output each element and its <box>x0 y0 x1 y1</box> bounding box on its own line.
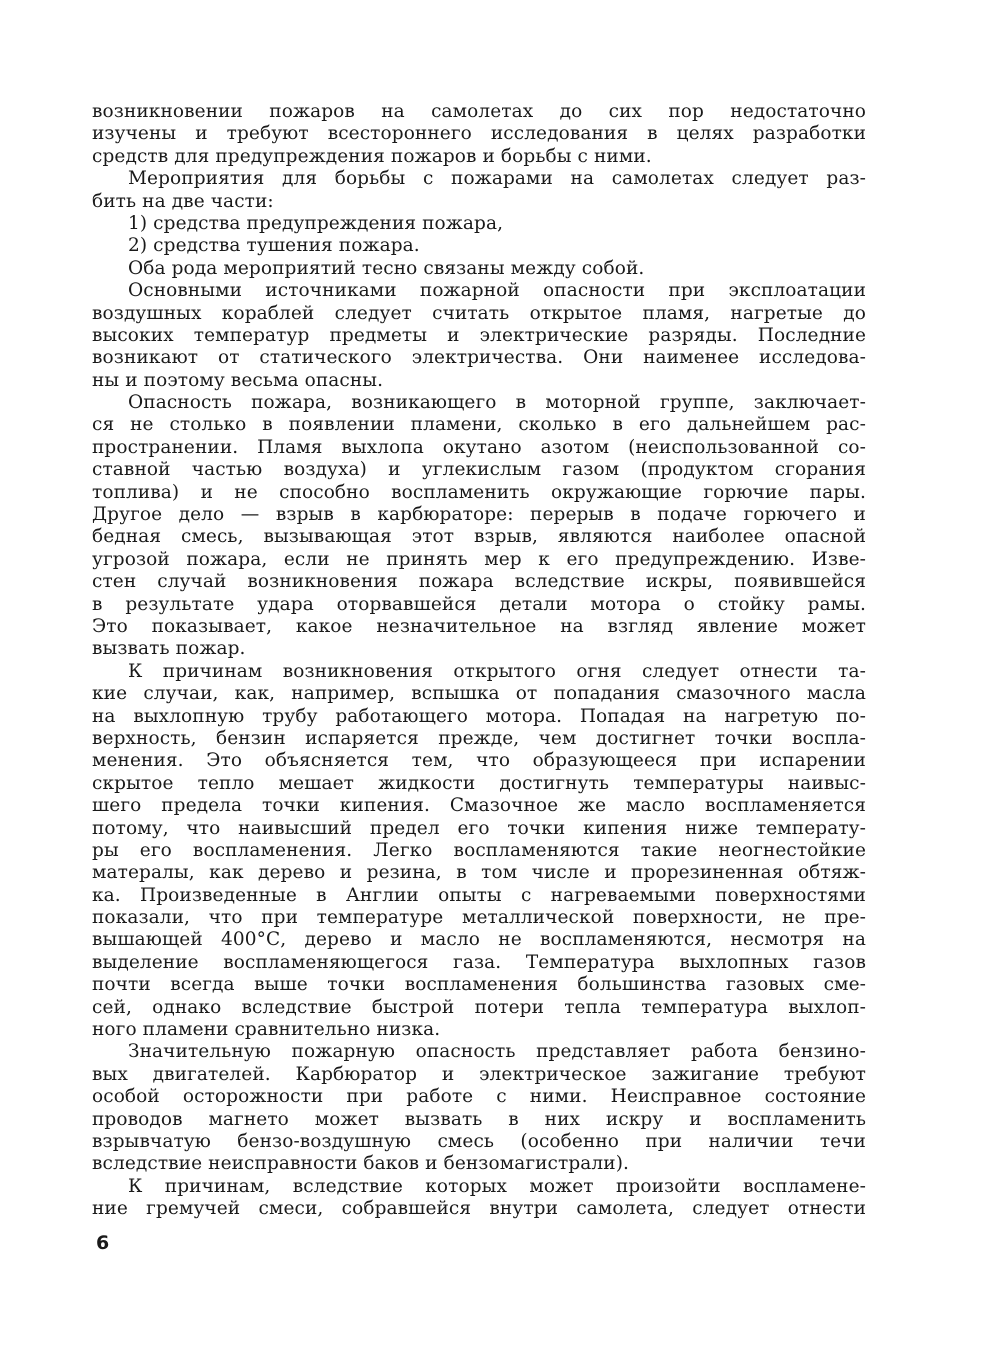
text-line: топлива) и не способно воспламенить окружающие горючие пары. <box>92 481 866 503</box>
text-line: почти всегда выше точки воспламенения большинства газовых сме- <box>92 974 866 996</box>
text-line: Оба рода мероприятий тесно связаны между собой. <box>128 257 645 279</box>
text-line: потому, что наивысший предел его точки кипения ниже температу- <box>92 817 866 839</box>
text-line: показали, что при температуре металлической поверхности, не пре- <box>92 907 866 929</box>
text-line: высоких температур предметы и электрические разряды. Последние <box>92 324 866 346</box>
text-line: вызвать пожар. <box>92 638 246 660</box>
text-line: выделение воспламеняющегося газа. Температура выхлопных газов <box>92 951 866 973</box>
text-line: матералы, как дерево и резина, в том числе и прорезиненная обтяж- <box>92 862 866 884</box>
text-line: менения. Это объясняется тем, что образующееся при испарении <box>92 750 866 772</box>
text-line: ры его воспламенения. Легко воспламеняются такие неогнестойкие <box>92 839 866 861</box>
text-line: К причинам возникновения открытого огня следует отнести та- <box>128 660 866 682</box>
text-line: ного пламени сравнительно низка. <box>92 1019 441 1041</box>
text-line: ка. Произведенные в Англии опыты с нагреваемыми поверхностями <box>92 884 866 906</box>
text-line: кие случаи, как, например, вспышка от попадания смазочного масла <box>92 683 866 705</box>
text-line: ставной частью воздуха) и углекислым газом (продуктом сгорания <box>92 459 866 481</box>
text-line: проводов магнето может вызвать в них искру и воспламенить <box>92 1108 866 1130</box>
text-line: верхность, бензин испаряется прежде, чем достигнет точки воспла- <box>92 727 866 749</box>
text-line: вследствие неисправности баков и бензомагистрали). <box>92 1153 630 1175</box>
text-line: бедная смесь, вызывающая этот взрыв, являются наиболее опасной <box>92 526 866 548</box>
text-line: взрывчатую бензо-воздушную смесь (особенно при наличии течи <box>92 1130 866 1152</box>
text-line: особой осторожности при работе с ними. Неисправное состояние <box>92 1086 866 1108</box>
text-line: стен случай возникновения пожара вследствие искры, появившейся <box>92 571 866 593</box>
text-line: на выхлопную трубу работающего мотора. Попадая на нагретую по- <box>92 705 866 727</box>
text-line: в результате удара оторвавшейся детали мотора о стойку рамы. <box>92 593 866 615</box>
text-line: 2) средства тушения пожара. <box>128 235 420 257</box>
text-line: Мероприятия для борьбы с пожарами на самолетах следует раз- <box>128 168 866 190</box>
text-line: Основными источниками пожарной опасности при эксплоатации <box>128 280 866 302</box>
text-line: ся не столько в появлении пламени, сколько в его дальнейшем рас- <box>92 414 866 436</box>
text-line: бить на две части: <box>92 190 274 212</box>
text-line: возникновении пожаров на самолетах до сих пор недостаточно <box>92 101 866 122</box>
text-line: вых двигателей. Карбюратор и электрическое зажигание требуют <box>92 1063 866 1085</box>
text-line: вышающей 400°С, дерево и масло не воспламеняются, несмотря на <box>92 929 866 951</box>
text-line: Опасность пожара, возникающего в моторной группе, заключает- <box>128 392 866 414</box>
text-line: скрытое тепло мешает жидкости достигнуть температуры наивыс- <box>92 772 866 794</box>
text-line: Это показывает, какое незначительное на взгляд явление может <box>92 615 866 637</box>
page-number: 6 <box>96 1232 110 1254</box>
text-line: Значительную пожарную опасность представляет работа бензино- <box>128 1041 866 1063</box>
text-line: воздушных кораблей следует считать открытое пламя, нагретые до <box>92 302 866 324</box>
text-line: сей, однако вследствие быстрой потери тепла температура выхлоп- <box>92 996 866 1018</box>
text-line: К причинам, вследствие которых может произойти воспламене- <box>128 1175 866 1197</box>
text-line: шего предела точки кипения. Смазочное же масло воспламеняется <box>92 795 866 817</box>
text-line: средств для предупреждения пожаров и борьбы с ними. <box>92 145 652 167</box>
text-line: Другое дело — взрыв в карбюраторе: перерыв в подаче горючего и <box>92 504 866 526</box>
document-body <box>92 101 866 1221</box>
text-line: 1) средства предупреждения пожара, <box>128 212 504 234</box>
text-line: изучены и требуют всестороннего исследования в целях разработки <box>92 123 866 145</box>
text-line: пространении. Пламя выхлопа окутано азотом (неиспользованной со- <box>92 436 866 458</box>
text-line: угрозой пожара, если не принять мер к его предупреждению. Изве- <box>92 548 866 570</box>
text-line: ны и поэтому весьма опасны. <box>92 369 384 391</box>
text-line: возникают от статического электричества. Они наименее исследова- <box>92 347 866 369</box>
text-line: ние гремучей смеси, собравшейся внутри самолета, следует отнести <box>92 1198 866 1220</box>
